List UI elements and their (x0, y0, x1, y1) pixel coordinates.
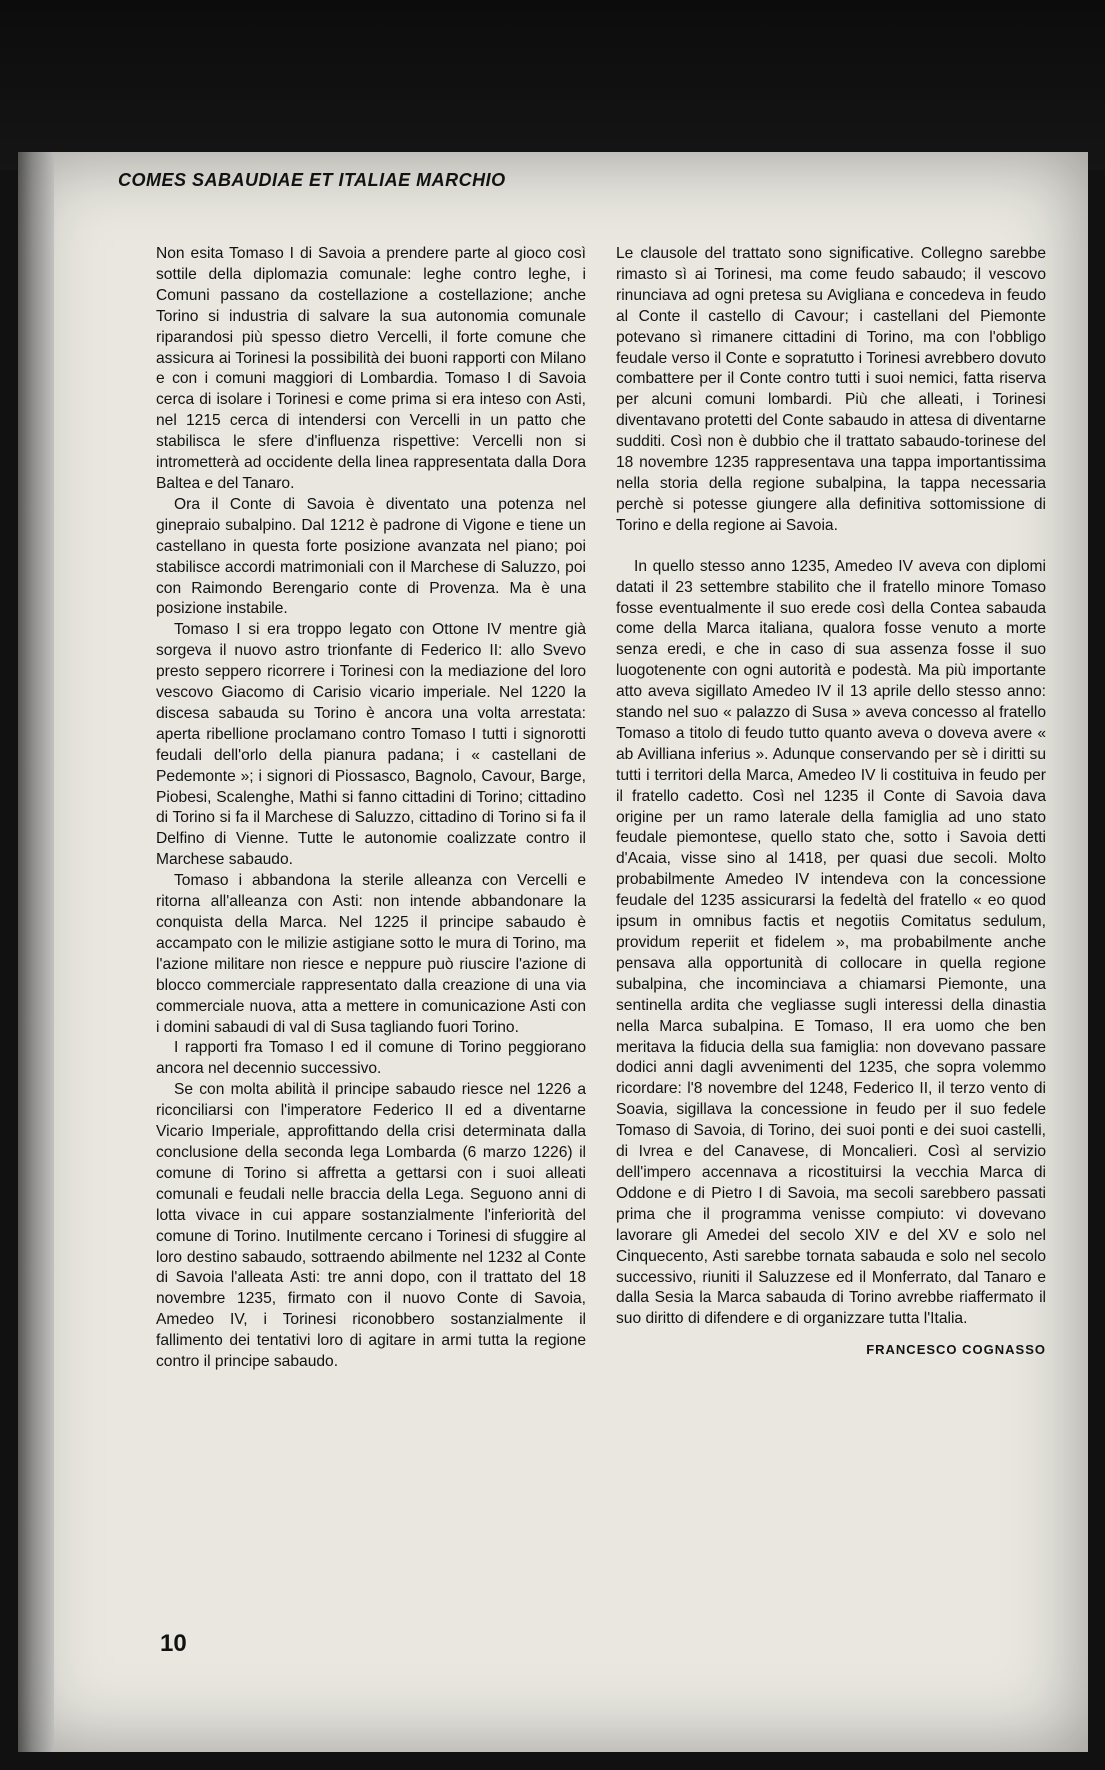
running-title: COMES SABAUDIAE ET ITALIAE MARCHIO (118, 170, 506, 190)
paragraph: Se con molta abilità il principe sabaudo riesce nel 1226 a riconciliarsi con l'imperatore Federico II ed a diventarne Vicario Imperiale, approfittando della crisi determinata dalla conclusione della seconda lega Lombarda (6 marzo 1226) il comune di Torino si affretta a gettarsi con i suoi alleati comunali e feudali nelle braccia della Lega. Seguono anni di lotta vivace in cui appare sostanzialmente l'inferiorità del comune di Torino. Inutilmente cercano i Torinesi di sfuggire al loro destino sabaudo, sottraendo abilmente nel 1232 al Conte di Savoia l'alleata Asti: tre anni dopo, con il trattato del 18 novembre 1235, firmato con il nuovo Conte di Savoia, Amedeo IV, i Torinesi riconobbero sostanzialmente il fallimento dei tentativi loro di agitare in armi tutta la regione contro il principe sabaudo. (156, 1081, 586, 1371)
paragraph: Le clausole del trattato sono significative. Collegno sarebbe rimasto sì ai Torinesi, ma come feudo sabaudo; il vescovo rinunciava ad ogni pretesa su Avigliana e concedeva in feudo al Conte il castello di Cavour; i castellani del Piemonte potevano sì rimanere cittadini di Torino, ma con l'obbligo feudale verso il Conte e sopratutto i Torinesi avrebbero dovuto combattere per il Conte contro tutti i suoi nemici, fatta riserva per alcuni comuni lombardi. Più che alleati, i Torinesi diventavano protetti del Conte sabaudo in attesa di diventarne sudditi. Così non è dubbio che il trattato sabaudo-torinese del 18 novembre 1235 rappresentava una tappa importantissima nella storia della regione subalpina, la tappa necessaria perchè si potesse giungere alla definitiva sottomissione di Torino e della regione ai Savoia. (616, 245, 1046, 534)
right-column (616, 244, 1046, 1361)
scan-dark-top (0, 0, 1105, 170)
author-signature: FRANCESCO COGNASSO (866, 1342, 1046, 1358)
page-left-edge (18, 152, 54, 1752)
paragraph: I rapporti fra Tomaso I ed il comune di Torino peggiorano ancora nel decennio successivo. (156, 1039, 586, 1078)
paragraph: Tomaso I si era troppo legato con Ottone IV mentre già sorgeva il nuovo astro trionfante di Federico II: allo Svevo presto seppero ricorrere i Torinesi con la mediazione del loro vescovo Giacomo di Carisio vicario imperiale. Nel 1220 la discesa sabauda su Torino è ancora una volta arrestata: aperta ribellione proclamano contro Tomaso I tutti i signorotti feudali dell'orlo della pianura padana; i « castellani de Pedemonte »; i signori di Piossasco, Bagnolo, Cavour, Barge, Piobesi, Scalenghe, Mathi si fanno cittadini di Torino; cittadino di Torino si fa il Marchese di Saluzzo, cittadino di Torino si fa il Delfino di Vienne. Tutte le autonomie coalizzate contro il Marchese sabaudo. (156, 621, 586, 869)
paragraph: In quello stesso anno 1235, Amedeo IV aveva con diplomi datati il 23 settembre stabilito che il fratello minore Tomaso fosse eventualmente il suo erede così della Contea sabauda come della Marca italiana, qualora fosse venuto a morte senza eredi, e che in caso di sua assenza fosse il suo luogotenente con ogni autorità e podestà. Ma più importante atto aveva sigillato Amedeo IV il 13 aprile dello stesso anno: stando nel suo « palazzo di Susa » aveva concesso al fratello Tomaso a titolo di feudo tutto quanto aveva o doveva avere « ab Avilliana inferius ». Adunque conservando per sè i diritti su tutti i territori della Marca, Amedeo IV li costituiva in feudo per il fratello cadetto. Così nel 1235 il Conte di Savoia dava origine per un ramo laterale della famiglia ad uno stato feudale piemontese, quello stato che, sotto i Savoia detti d'Acaia, visse sino al 1418, per quasi due secoli. Molto probabilmente Amedeo IV intendeva con la concessione feudale del 1235 assicurarsi la fedeltà del fratello « eo quod ipsum in omnibus factis et negotiis Comitatus sedulum, providum reperiit et fidelem », ma probabilmente anche pensava alla opportunità di collocare in quella regione subalpina, che incominciava a chiamarsi Piemonte, una sentinella ardita che vegliasse sugli interessi della dinastia nella Marca subalpina. E Tomaso, II era uomo che ben meritava la fiducia della sua famiglia: non dovevano passare dodici anni dagli avvenimenti del 1235, che sopra volemmo ricordare: l'8 novembre del 1248, Federico II, il terzo vento di Soavia, sigillava la concessione in feudo per il suo fedele Tomaso di Savoia, di Torino, dei suoi ponti e dei suoi castelli, di Ivrea e del Canavese, di Moncalieri. Così al servizio dell'impero accennava a ricostituirsi la vecchia Marca di Oddone e di Pietro I di Savoia, ma secoli sarebbero passati prima che il programma venisse compiuto: vi dovevano lavorare gli Amedei del secolo XIV e del XV e solo nel Cinquecento, Asti sarebbe tornata sabauda e solo nel secolo successivo, riuniti il Saluzzese ed il Monferrato, dal Tanaro e dalla Sesia la Marca sabauda di Torino avrebbe riaffermato il suo diritto di difendere e di organizzare tutta l'Italia. (616, 557, 1046, 1328)
paragraph: Ora il Conte di Savoia è diventato una potenza nel ginepraio subalpino. Dal 1212 è padrone di Vigone e tiene un castellano in questa forte posizione avanzata nel piano; poi stabilisce accordi matrimoniali con il Marchese di Saluzzo, poi con Raimondo Berengario conte di Provenza. Ma è una posizione instabile. (156, 495, 586, 618)
document-page (18, 152, 1088, 1752)
left-column (156, 244, 586, 1373)
paragraph: Tomaso i abbandona la sterile alleanza con Vercelli e ritorna all'alleanza con Asti: non intende abbandonare la conquista della Marca. Nel 1225 il principe sabaudo è accampato con le milizie astigiane sotto le mura di Torino, ma l'azione militare non riesce e neppure può riuscire l'azione di blocco commerciale rappresentato dalla creazione di una via commerciale nuova, atta a mettere in comunicazione Asti con i domini sabaudi di val di Susa tagliando fuori Torino. (156, 872, 586, 1036)
paragraph: Non esita Tomaso I di Savoia a prendere parte al gioco così sottile della diplomazia comunale: leghe contro leghe, i Comuni passano da costellazione a costellazione; anche Torino si industria di salvare la sua autonomia comunale riparandosi più spesso dietro Vercelli, il forte comune che assicura ai Torinesi la possibilità dei buoni rapporti con Milano e con i comuni maggiori di Lombardia. Tomaso I di Savoia cerca di isolare i Torinesi e come prima si era inteso con Asti, nel 1215 cerca di intendersi con Vercelli in un patto che stabilisca le sfere d'influenza rispettive: Vercelli non si intrometterà ad occidente della linea rappresentata dalla Dora Baltea e del Tanaro. (156, 245, 586, 492)
page-number: 10 (160, 1630, 187, 1657)
